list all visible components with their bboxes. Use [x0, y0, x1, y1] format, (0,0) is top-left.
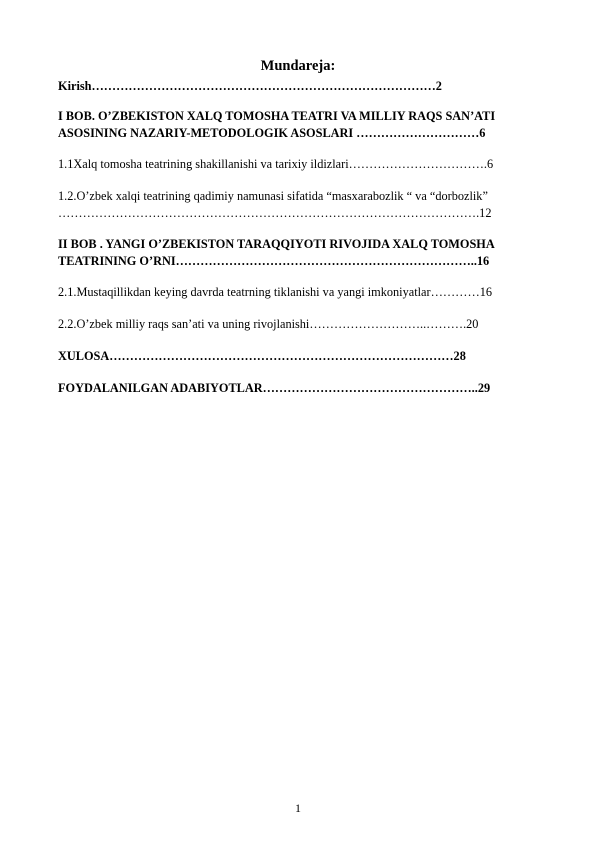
toc-entry-chapter-1-line-1: I BOB. O’ZBEKISTON XALQ TOMOSHA TEATRI VA MILLIY RAQS SAN’ATI: [58, 109, 496, 123]
toc-entry-foydalanilgan-adabiyotlar: FOYDALANILGAN ADABIYOTLAR……………………………………………..29: [58, 381, 491, 395]
toc-entry-section-1-2-line-1: 1.2.O’zbek xalqi teatrining qadimiy namunasi sifatida “masxarabozlik “ va “dorbozlik”: [58, 189, 488, 203]
page-number: 1: [295, 801, 301, 815]
toc-entry-section-2-2: 2.2.O’zbek milliy raqs san’ati va uning rivojlanishi………………………..……….20: [58, 317, 479, 331]
toc-entry-chapter-1-line-2: ASOSINING NAZARIY-METODOLOGIK ASOSLARI …………………………6: [58, 126, 486, 140]
toc-entry-chapter-2-line-1: II BOB . YANGI O’ZBEKISTON TARAQQIYOTI RIVOJIDA XALQ TOMOSHA: [58, 237, 495, 251]
toc-entry-chapter-2-line-2: TEATRINING O’RNI………………………………………………………………..16: [58, 254, 490, 268]
toc-heading: Mundareja:: [260, 58, 336, 74]
toc-entry-section-2-1: 2.1.Mustaqillikdan keying davrda teatrning tiklanishi va yangi imkoniyatlar…………16: [58, 285, 493, 299]
toc-entry-section-1-1: 1.1Xalq tomosha teatrining shakillanishi va tarixiy ildizlari…………………………….6: [58, 157, 494, 171]
toc-entry-kirish: Kirish…………………………………………………………………………2: [58, 79, 442, 93]
toc-entry-xulosa: XULOSA…………………………………………………………………………28: [58, 349, 466, 363]
toc-entry-section-1-2-line-2: ………………………………………………………………………………………….12: [58, 206, 492, 220]
